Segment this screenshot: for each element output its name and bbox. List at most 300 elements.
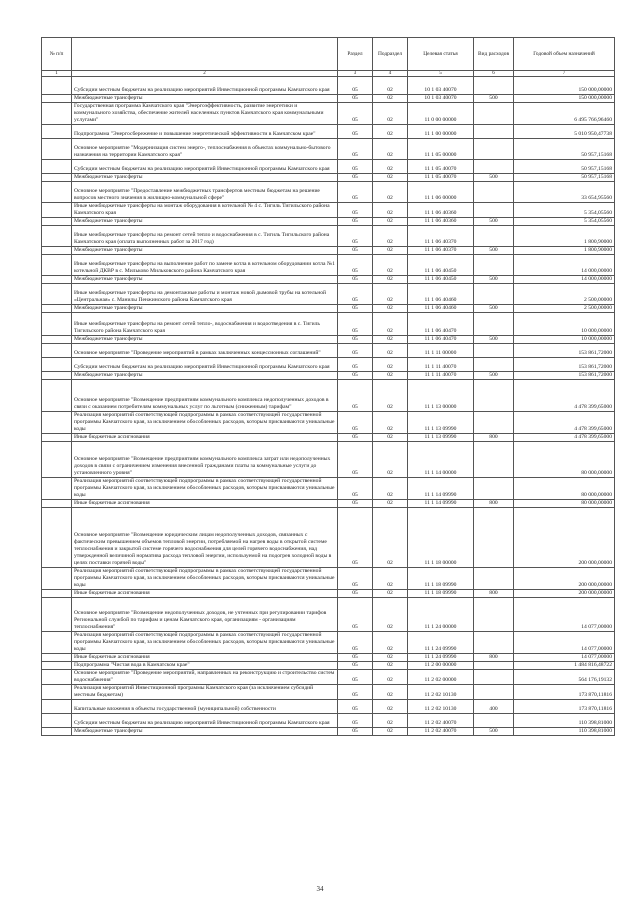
page-number: 34 [316,885,324,893]
row-subsection-cell: 02 [373,728,408,736]
row-expense-type-cell: 500 [474,336,514,344]
table-row [42,508,615,568]
row-section-cell: 05 [338,358,373,372]
row-section-cell: 05 [338,218,373,226]
row-amount-cell: 14 000,00000 [514,276,615,284]
row-section-cell: 05 [338,670,373,685]
header-section: Раздел [338,38,373,71]
row-number-cell [42,255,72,276]
table-row [42,358,615,372]
row-expense-type-cell [474,313,514,336]
row-subsection-cell: 02 [373,670,408,685]
row-name-cell: Реализация мероприятий соответствующей подпрограммы в рамках соответствующей государственной программы Камчатского края, за исключением обособленных расходов, которым присваиваются уникальные коды [72,632,338,654]
row-expense-type-cell: 500 [474,276,514,284]
table-row [42,103,615,125]
row-target-article-cell: 11 1 24 00000 [408,598,474,632]
row-number-cell [42,247,72,255]
row-name-cell: Иные бюджетные ассигнования [72,590,338,598]
row-amount-cell: 14 000,00000 [514,255,615,276]
table-row [42,174,615,182]
row-name-cell: Подпрограмма "Энергосбережение и повышение энергетической эффективности в Камчатском крае" [72,125,338,139]
row-number-cell [42,714,72,728]
row-name-cell: Реализация мероприятий соответствующей подпрограммы в рамках соответствующей государственной программы Камчатского края, за исключением обособленных расходов, которым присваиваются уникальные коды [72,412,338,434]
table-row [42,313,615,336]
row-amount-cell: 110 398,81000 [514,714,615,728]
row-section-cell: 05 [338,500,373,508]
row-subsection-cell: 02 [373,500,408,508]
row-section-cell: 05 [338,508,373,568]
row-section-cell: 05 [338,182,373,203]
row-section-cell: 05 [338,478,373,500]
row-target-article-cell: 11 1 14 00000 [408,442,474,478]
row-section-cell: 05 [338,568,373,590]
row-name-cell: Иные межбюджетные трансферты на монтаж оборудования в котельной № 4 с. Тигиль Тигильского района Камчатского края [72,203,338,218]
row-name-cell: Субсидии местным бюджетам на реализацию мероприятий Инвестиционной программы Камчатского края [72,358,338,372]
row-section-cell: 05 [338,255,373,276]
row-number-cell [42,139,72,160]
row-amount-cell: 1 800,90000 [514,226,615,247]
row-number-cell [42,590,72,598]
row-target-article-cell: 11 1 06 40360 [408,203,474,218]
row-name-cell: Основное мероприятие "Возмещение предприятиям коммунального комплекса затрат или недополученных доходов в связи с ограничением изменения внесенной гражданами платы за коммунальные услуги до установленного уровня" [72,442,338,478]
row-name-cell: Межбюджетные трансферты [72,174,338,182]
table-row [42,125,615,139]
row-name-cell: Основное мероприятие "Возмещение юридическим лицам недополученных доходов, связанных с фактическим превышением объемов тепловой энергии, потребляемой на нагрев воды в открытой системе теплоснабжения и закрытой системе горячего водоснабжения для целей горячего водоснабжения, над утвержденной величиной норматива расхода тепловой энергии, используемой на подогрев холодной воды в целях поставки горячей воды" [72,508,338,568]
row-number-cell [42,654,72,662]
row-expense-type-cell: 500 [474,305,514,313]
row-subsection-cell: 02 [373,284,408,305]
row-number-cell [42,372,72,380]
row-amount-cell: 2 500,00000 [514,305,615,313]
row-subsection-cell: 02 [373,372,408,380]
row-amount-cell: 173 870,11816 [514,700,615,714]
row-expense-type-cell [474,632,514,654]
row-target-article-cell: 10 1 03 40070 [408,95,474,103]
row-name-cell: Межбюджетные трансферты [72,276,338,284]
row-target-article-cell: 11 2 02 10130 [408,685,474,700]
row-section-cell: 05 [338,632,373,654]
row-target-article-cell: 11 1 06 40460 [408,284,474,305]
row-target-article-cell: 11 1 06 40470 [408,336,474,344]
row-amount-cell: 200 000,00000 [514,508,615,568]
row-subsection-cell: 02 [373,139,408,160]
table-row [42,139,615,160]
row-target-article-cell: 11 1 00 00000 [408,125,474,139]
row-name-cell: Основное мероприятие "Проведение мероприятий, направленных на реконструкцию и строительство систем водоснабжения" [72,670,338,685]
row-subsection-cell: 02 [373,380,408,412]
table-row [42,218,615,226]
row-number-cell [42,95,72,103]
row-amount-cell: 6 495 766,96460 [514,103,615,125]
row-number-cell [42,380,72,412]
table-row [42,654,615,662]
table-body [42,77,615,736]
row-amount-cell: 50 957,15168 [514,174,615,182]
row-name-cell: Субсидии местным бюджетам на реализацию мероприятий Инвестиционной программы Камчатского края [72,160,338,174]
table-row [42,590,615,598]
row-amount-cell: 50 957,15168 [514,160,615,174]
row-amount-cell: 80 000,00000 [514,500,615,508]
table-row [42,160,615,174]
row-number-cell [42,305,72,313]
row-number-cell [42,226,72,247]
row-expense-type-cell [474,255,514,276]
column-number: 3 [338,71,373,77]
row-number-cell [42,103,72,125]
table-row [42,255,615,276]
column-number: 7 [514,71,615,77]
row-subsection-cell: 02 [373,218,408,226]
row-section-cell: 05 [338,284,373,305]
row-amount-cell: 80 000,00000 [514,442,615,478]
row-number-cell [42,500,72,508]
row-expense-type-cell [474,442,514,478]
row-target-article-cell: 11 1 05 40070 [408,160,474,174]
row-expense-type-cell [474,103,514,125]
row-amount-cell: 1 484 816,48722 [514,662,615,670]
row-section-cell: 05 [338,103,373,125]
row-number-cell [42,160,72,174]
row-target-article-cell: 11 1 14 09990 [408,500,474,508]
row-expense-type-cell: 800 [474,654,514,662]
row-section-cell: 05 [338,226,373,247]
row-amount-cell: 150 000,00000 [514,77,615,95]
row-expense-type-cell [474,77,514,95]
row-expense-type-cell: 800 [474,590,514,598]
row-name-cell: Основное мероприятие "Предоставление межбюджетных трансфертов местным бюджетам на решение вопросов местного значения в жилищно-коммунальной сфере" [72,182,338,203]
header-number: № п/п [42,38,72,71]
row-amount-cell: 153 861,72000 [514,344,615,358]
table-row [42,276,615,284]
row-target-article-cell: 11 1 06 40450 [408,276,474,284]
budget-table [41,37,615,736]
row-amount-cell: 5 354,05560 [514,203,615,218]
header-row [42,38,615,71]
row-name-cell: Государственная программа Камчатского края "Энергоэффективность, развитие энергетики и коммунального хозяйства, обеспечение жителей населенных пунктов Камчатского края коммунальными услугами" [72,103,338,125]
table-row [42,670,615,685]
row-section-cell: 05 [338,590,373,598]
table-row [42,77,615,95]
row-name-cell: Иные межбюджетные трансферты на выполнение работ по замене котла в котельном оборудовании котла №1 котельной ДКВР в с. Мильково Мильковского района Камчатского края [72,255,338,276]
row-expense-type-cell: 500 [474,247,514,255]
row-expense-type-cell [474,508,514,568]
row-section-cell: 05 [338,344,373,358]
row-section-cell: 05 [338,276,373,284]
table-row [42,336,615,344]
row-name-cell: Межбюджетные трансферты [72,95,338,103]
row-section-cell: 05 [338,442,373,478]
row-number-cell [42,632,72,654]
header-subsection: Подраздел [373,38,408,71]
column-number: 1 [42,71,72,77]
row-section-cell: 05 [338,313,373,336]
row-amount-cell: 110 398,81000 [514,728,615,736]
table-row [42,685,615,700]
table-row [42,632,615,654]
row-section-cell: 05 [338,203,373,218]
table-row [42,344,615,358]
row-name-cell: Основное мероприятие "Возмещение недополученных доходов, не учтенных при регулировании тарифов Региональной службой по тарифам и ценам Камчатского края, организациям - организациям теплоснабжения" [72,598,338,632]
row-subsection-cell: 02 [373,700,408,714]
row-subsection-cell: 02 [373,654,408,662]
column-number: 5 [408,71,474,77]
row-number-cell [42,174,72,182]
row-target-article-cell: 11 1 06 00000 [408,182,474,203]
row-amount-cell: 50 957,15168 [514,139,615,160]
row-amount-cell: 10 000,00000 [514,336,615,344]
row-target-article-cell: 11 2 02 40070 [408,714,474,728]
row-amount-cell: 150 000,00000 [514,95,615,103]
row-subsection-cell: 02 [373,313,408,336]
row-section-cell: 05 [338,714,373,728]
row-name-cell: Основное мероприятие "Проведение мероприятий в рамках заключенных концессионных соглашений" [72,344,338,358]
column-number: 2 [72,71,338,77]
row-number-cell [42,685,72,700]
row-name-cell: Основное мероприятие "Модернизация систем энерго-, теплоснабжения в объектах коммунально-бытового назначения на территории Камчатского края" [72,139,338,160]
row-section-cell: 05 [338,412,373,434]
row-section-cell: 05 [338,139,373,160]
row-number-cell [42,700,72,714]
row-expense-type-cell [474,139,514,160]
row-amount-cell: 5 010 950,47738 [514,125,615,139]
table-row [42,284,615,305]
row-target-article-cell: 10 1 03 40070 [408,77,474,95]
row-target-article-cell: 11 1 06 40370 [408,247,474,255]
column-number: 6 [474,71,514,77]
row-expense-type-cell [474,662,514,670]
row-amount-cell: 200 000,00000 [514,568,615,590]
header-annual-amount: Годовой объем назначений [514,38,615,71]
row-name-cell: Иные бюджетные ассигнования [72,500,338,508]
row-target-article-cell: 11 1 13 00000 [408,380,474,412]
table-row [42,434,615,442]
row-subsection-cell: 02 [373,598,408,632]
row-expense-type-cell [474,714,514,728]
row-subsection-cell: 02 [373,568,408,590]
row-target-article-cell: 11 1 18 09990 [408,568,474,590]
row-section-cell: 05 [338,125,373,139]
row-name-cell: Реализация мероприятий соответствующей подпрограммы в рамках соответствующей государственной программы Камчатского края, за исключением обособленных расходов, которым присваиваются уникальные коды [72,568,338,590]
row-name-cell: Субсидии местным бюджетам на реализацию мероприятий Инвестиционной программы Камчатского края [72,77,338,95]
row-amount-cell: 33 654,95560 [514,182,615,203]
row-subsection-cell: 02 [373,160,408,174]
table-row [42,442,615,478]
row-expense-type-cell [474,226,514,247]
row-subsection-cell: 02 [373,305,408,313]
row-number-cell [42,412,72,434]
row-section-cell: 05 [338,336,373,344]
row-amount-cell: 153 861,72000 [514,358,615,372]
row-target-article-cell: 11 1 18 09990 [408,590,474,598]
row-expense-type-cell [474,412,514,434]
row-name-cell: Субсидии местным бюджетам на реализацию мероприятий Инвестиционной программы Камчатского края [72,714,338,728]
table-row [42,305,615,313]
row-name-cell: Иные межбюджетные трансферты на демонтажные работы и монтаж новой дымовой трубы на котельной «Центральная» с. Манилы Пенжинского района Камчатского края [72,284,338,305]
row-section-cell: 05 [338,247,373,255]
row-amount-cell: 4 478 399,65000 [514,380,615,412]
row-number-cell [42,568,72,590]
row-expense-type-cell: 500 [474,95,514,103]
table-row [42,380,615,412]
row-section-cell: 05 [338,434,373,442]
row-number-cell [42,218,72,226]
row-name-cell: Межбюджетные трансферты [72,372,338,380]
row-expense-type-cell: 500 [474,728,514,736]
row-amount-cell: 14 077,00000 [514,598,615,632]
row-subsection-cell: 02 [373,508,408,568]
row-expense-type-cell [474,685,514,700]
row-amount-cell: 14 077,00000 [514,654,615,662]
table-row [42,247,615,255]
row-number-cell [42,442,72,478]
row-target-article-cell: 11 1 11 40070 [408,358,474,372]
row-expense-type-cell [474,478,514,500]
row-subsection-cell: 02 [373,336,408,344]
row-subsection-cell: 02 [373,344,408,358]
row-target-article-cell: 11 1 06 40470 [408,313,474,336]
row-target-article-cell: 11 1 18 00000 [408,508,474,568]
row-section-cell: 05 [338,174,373,182]
row-target-article-cell: 11 0 00 00000 [408,103,474,125]
header-expense-type: Вид расходов [474,38,514,71]
row-name-cell: Межбюджетные трансферты [72,247,338,255]
row-section-cell: 05 [338,728,373,736]
table-row [42,598,615,632]
table-row [42,728,615,736]
table-row [42,226,615,247]
row-subsection-cell: 02 [373,203,408,218]
row-number-cell [42,313,72,336]
row-target-article-cell: 11 1 06 40460 [408,305,474,313]
row-section-cell: 05 [338,598,373,632]
row-target-article-cell: 11 1 11 00000 [408,344,474,358]
row-expense-type-cell [474,380,514,412]
row-name-cell: Межбюджетные трансферты [72,728,338,736]
row-name-cell: Межбюджетные трансферты [72,218,338,226]
row-expense-type-cell [474,203,514,218]
row-expense-type-cell [474,670,514,685]
row-amount-cell: 200 000,00000 [514,590,615,598]
row-target-article-cell: 11 2 02 10130 [408,700,474,714]
table-row [42,412,615,434]
row-target-article-cell: 11 1 24 09990 [408,632,474,654]
table-row [42,182,615,203]
row-subsection-cell: 02 [373,276,408,284]
row-target-article-cell: 11 1 05 00000 [408,139,474,160]
row-number-cell [42,203,72,218]
row-number-cell [42,182,72,203]
row-target-article-cell: 11 1 11 40070 [408,372,474,380]
row-number-cell [42,77,72,95]
row-subsection-cell: 02 [373,247,408,255]
header-target-article: Целевая статья [408,38,474,71]
row-expense-type-cell [474,182,514,203]
row-number-cell [42,434,72,442]
row-section-cell: 05 [338,160,373,174]
table-row [42,700,615,714]
row-section-cell: 05 [338,700,373,714]
row-number-cell [42,670,72,685]
row-number-cell [42,284,72,305]
row-expense-type-cell: 500 [474,218,514,226]
row-expense-type-cell: 400 [474,700,514,714]
table-row [42,95,615,103]
row-amount-cell: 4 478 399,65000 [514,412,615,434]
row-subsection-cell: 02 [373,632,408,654]
row-subsection-cell: 02 [373,412,408,434]
table-row [42,568,615,590]
row-expense-type-cell [474,358,514,372]
row-amount-cell: 2 500,00000 [514,284,615,305]
row-amount-cell: 5 354,05560 [514,218,615,226]
row-subsection-cell: 02 [373,174,408,182]
row-name-cell: Межбюджетные трансферты [72,336,338,344]
row-subsection-cell: 02 [373,255,408,276]
row-amount-cell: 80 000,00000 [514,478,615,500]
row-name-cell: Основное мероприятие "Возмещение предприятиям коммунального комплекса недополученных доходов в связи с оказанием потребителям коммунальных услуг по льготным (сниженным) тарифам" [72,380,338,412]
row-expense-type-cell [474,568,514,590]
row-section-cell: 05 [338,95,373,103]
row-subsection-cell: 02 [373,182,408,203]
row-subsection-cell: 02 [373,95,408,103]
row-subsection-cell: 02 [373,714,408,728]
header-name [72,38,338,71]
row-subsection-cell: 02 [373,125,408,139]
row-expense-type-cell: 500 [474,372,514,380]
column-number: 4 [373,71,408,77]
row-number-cell [42,598,72,632]
row-amount-cell: 173 870,11816 [514,685,615,700]
budget-table-sheet [41,37,614,736]
row-section-cell: 05 [338,305,373,313]
row-expense-type-cell [474,344,514,358]
row-section-cell: 05 [338,685,373,700]
table-row [42,662,615,670]
row-subsection-cell: 02 [373,77,408,95]
table-row [42,372,615,380]
row-section-cell: 05 [338,380,373,412]
table-row [42,500,615,508]
row-name-cell: Подпрограмма "Чистая вода в Камчатском крае" [72,662,338,670]
row-expense-type-cell [474,125,514,139]
row-name-cell: Иные бюджетные ассигнования [72,654,338,662]
row-subsection-cell: 02 [373,103,408,125]
row-target-article-cell: 11 2 02 40070 [408,728,474,736]
table-row [42,478,615,500]
row-expense-type-cell: 500 [474,174,514,182]
row-expense-type-cell: 800 [474,434,514,442]
row-target-article-cell: 11 1 13 09990 [408,412,474,434]
row-amount-cell: 1 800,90000 [514,247,615,255]
row-expense-type-cell [474,598,514,632]
row-amount-cell: 14 077,00000 [514,632,615,654]
row-subsection-cell: 02 [373,434,408,442]
row-section-cell: 05 [338,372,373,380]
table-row [42,714,615,728]
row-target-article-cell: 11 1 13 09990 [408,434,474,442]
row-section-cell: 05 [338,662,373,670]
row-name-cell: Межбюджетные трансферты [72,305,338,313]
row-target-article-cell: 11 1 06 40360 [408,218,474,226]
row-name-cell: Реализация мероприятий Инвестиционной программы Камчатского края (за исключением субсидий местным бюджетам) [72,685,338,700]
row-expense-type-cell [474,160,514,174]
row-subsection-cell: 02 [373,662,408,670]
row-amount-cell: 10 000,00000 [514,313,615,336]
row-section-cell: 05 [338,77,373,95]
row-name-cell: Иные межбюджетные трансферты на ремонт сетей тепло и водоснабжения в с. Тигиль Тигильского района Камчатского края (оплата выполненных работ за 2017 год) [72,226,338,247]
row-target-article-cell: 11 1 06 40450 [408,255,474,276]
row-target-article-cell: 11 1 05 40070 [408,174,474,182]
